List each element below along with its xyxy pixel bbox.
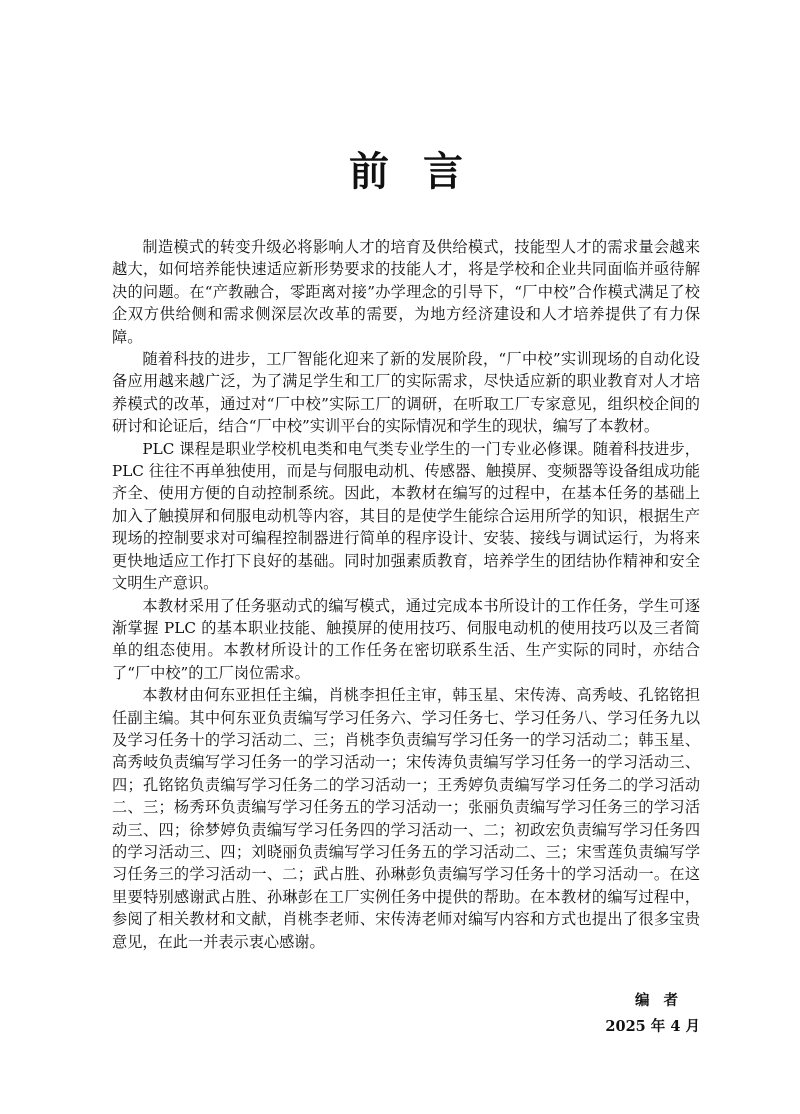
preface-body [112,236,700,953]
preface-paragraph-3: PLC 课程是职业学校机电类和电气类专业学生的一门专业必修课。随着科技进步，PLC 往往不再单独使用，而是与伺服电动机、传感器、触摸屏、变频器等设备组成功能齐全、使用方便的自动控制系统。因此，本教材在编写的过程中，在基本任务的基础上加入了触摸屏和伺服电动机等内容，其目的是使学生能综合运用所学的知识，根据生产现场的控制要求对可编程控制器进行简单的程序设计、安装、接线与调试运行，为将来更快地适应工作打下良好的基础。同时加强素质教育，培养学生的团结协作精神和安全文明生产意识。 [112,439,700,593]
signature-block [605,988,700,1040]
preface-paragraph-1: 制造模式的转变升级必将影响人才的培育及供给模式，技能型人才的需求量会越来越大，如何培养能快速适应新形势要求的技能人才，将是学校和企业共同面临并亟待解决的问题。在“产教融合，零距离对接”办学理念的引导下，“厂中校”合作模式满足了校企双方供给侧和需求侧深层次改革的需要，为地方经济建设和人才培养提供了有力保障。 [112,238,700,346]
preface-paragraph-4: 本教材采用了任务驱动式的编写模式，通过完成本书所设计的工作任务，学生可逐渐掌握 PLC 的基本职业技能、触摸屏的使用技巧、伺服电动机的使用技巧以及三者简单的组态使用。本教材所设计的工作任务在密切联系生活、生产实际的同时，亦结合了“厂中校”的工厂岗位需求。 [112,596,700,682]
signature-date: 2025 年 4 月 [605,1018,700,1035]
signature-editor: 编者 [635,992,692,1009]
page-title: 前言 [349,148,497,195]
preface-paragraph-2: 随着科技的进步，工厂智能化迎来了新的发展阶段，“厂中校”实训现场的自动化设备应用越来越广泛，为了满足学生和工厂的实际需求，尽快适应新的职业教育对人才培养模式的改革，通过对“厂中校”实际工厂的调研，在听取工厂专家意见，组织校企间的研讨和论证后，结合“厂中校”实训平台的实际情况和学生的现状，编写了本教材。 [112,350,700,436]
preface-paragraph-5: 本教材由何东亚担任主编，肖桃李担任主审，韩玉星、宋传涛、高秀岐、孔铭铭担任副主编。其中何东亚负责编写学习任务六、学习任务七、学习任务八、学习任务九以及学习任务十的学习活动二、三；肖桃李负责编写学习任务一的学习活动二；韩玉星、高秀岐负责编写学习任务一的学习活动一；宋传涛负责编写学习任务一的学习活动三、四；孔铭铭负责编写学习任务二的学习活动一；王秀婷负责编写学习任务二的学习活动二、三；杨秀环负责编写学习任务五的学习活动一；张丽负责编写学习任务三的学习活动三、四；徐梦婷负责编写学习任务四的学习活动一、二；初政宏负责编写学习任务四的学习活动三、四；刘晓丽负责编写学习任务五的学习活动二、三；宋雪莲负责编写学习任务三的学习活动一、二；武占胜、孙琳彭负责编写学习任务十的学习活动一。在这里要特别感谢武占胜、孙琳彭在工厂实例任务中提供的帮助。在本教材的编写过程中，参阅了相关教材和文献，肖桃李老师、宋传涛老师对编写内容和方式也提出了很多宝贵意见，在此一并表示衷心感谢。 [112,686,700,951]
